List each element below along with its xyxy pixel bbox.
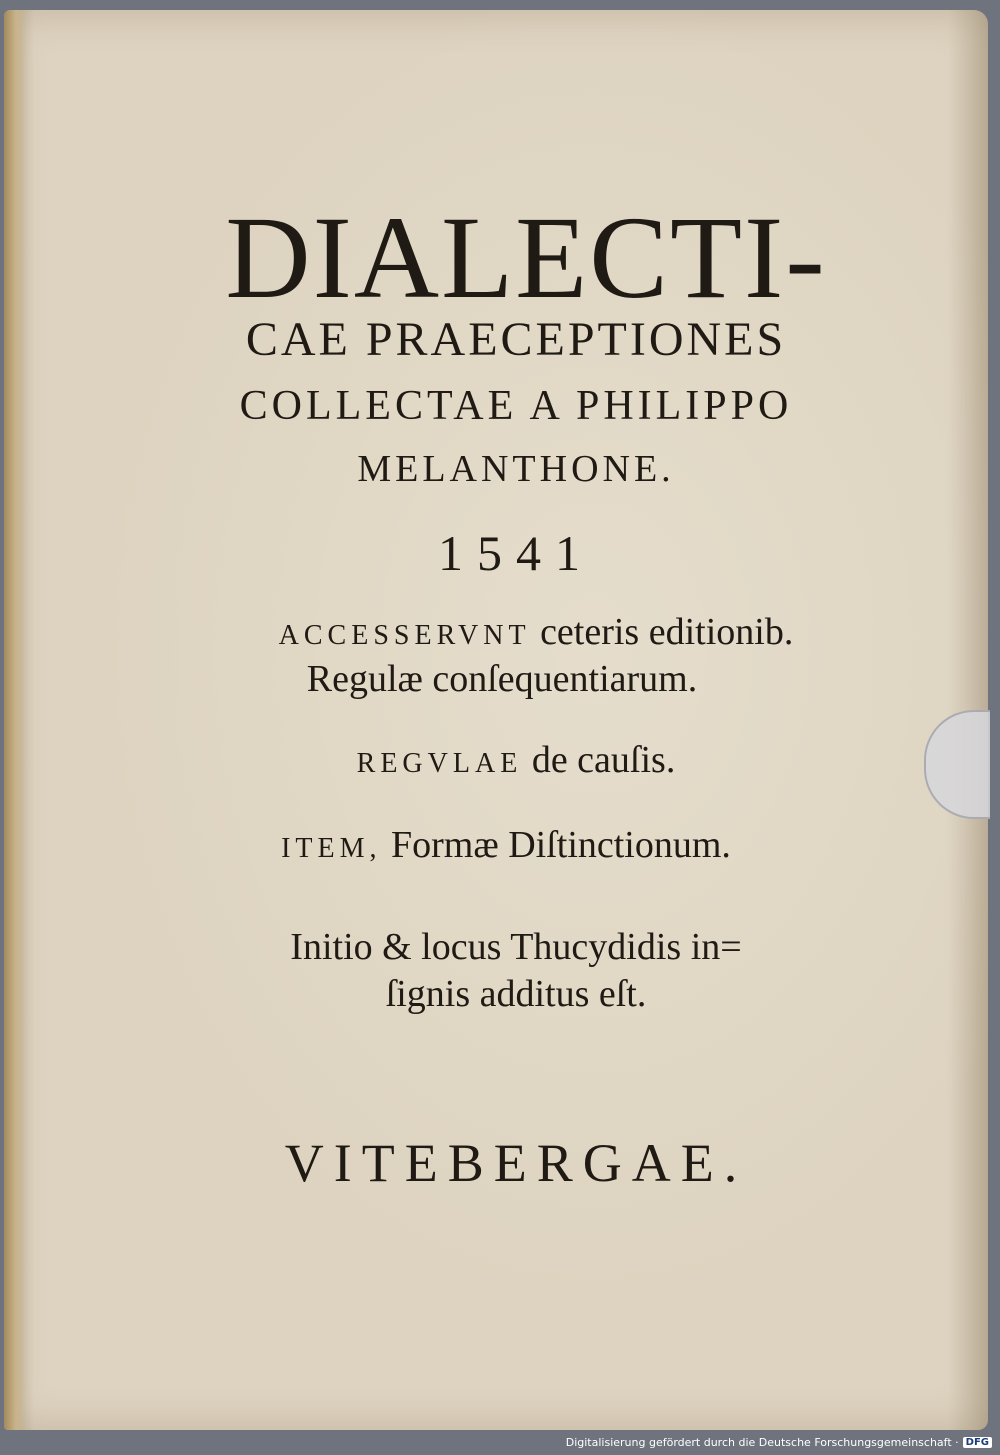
item-rest: Formæ Diſtinctionum. [391,824,731,866]
additions-rest: ceteris editionib. [540,611,794,653]
author-line: MELANTHONE. [357,448,675,490]
thucydides-line-2: ſignis additus eſt. [385,973,647,1015]
regulae-rest: de cauſis. [531,739,676,781]
dfg-logo: DFG [963,1437,992,1448]
title-line-1: DIALECTI- [225,192,827,323]
regulae-caps: REGVLAE [356,748,523,779]
title-line-3: COLLECTAE A PHILIPPO [239,383,793,429]
item-line [4,823,998,867]
book-page [4,10,988,1430]
title-line-2: CAE PRAECEPTIONES [245,313,787,366]
thucydides-line-1: Initio & locus Thucydidis in= [290,926,742,968]
item-caps: ITEM, [281,833,382,864]
digitization-credit [566,1436,992,1449]
imprint-place: VITEBERGAE. [284,1133,748,1193]
additions-line-1 [4,610,1000,654]
credit-text: Digitalisierung gefördert durch die Deutsche Forschungsgemeinschaft · [565,1436,959,1449]
additions-caps: ACCESSERVNT [278,620,531,651]
publication-year: 1541 [438,525,594,581]
regulae-line [4,738,1000,782]
additions-line-2: Regulæ conſequentiarum. [306,658,698,700]
